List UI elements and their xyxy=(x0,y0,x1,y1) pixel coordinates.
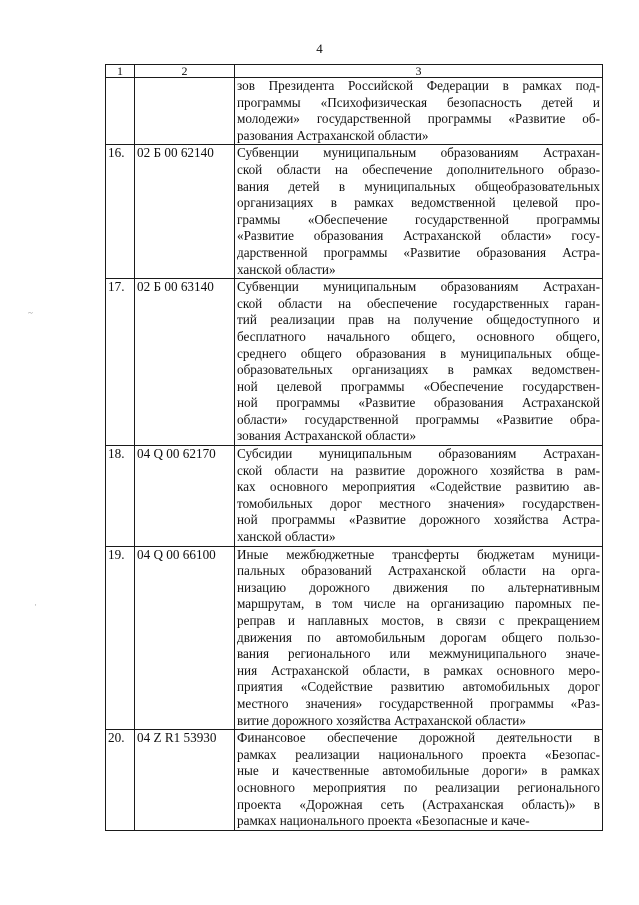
text-line: маршрутам, в том числе на организацию паромных пе- xyxy=(237,596,600,612)
description-cell xyxy=(235,730,603,831)
text-line: разования Астраханской области» xyxy=(237,127,429,143)
text-line: организациях в рамках ведомственной целевой про- xyxy=(237,195,600,211)
text-line: Субсидии муниципальным образованиям Астрахан- xyxy=(237,446,600,462)
table-row xyxy=(106,446,603,547)
text-line: вания детей в муниципальных общеобразовательных xyxy=(237,178,600,194)
text-line: среднего общего образования в муниципальных обще- xyxy=(237,345,600,361)
text-line: области» государственной программы «Развитие обра- xyxy=(237,411,600,427)
text-line: ной программы «Развитие дорожного хозяйства Астра- xyxy=(237,512,600,528)
text-line: Субвенции муниципальным образованиям Астрахан- xyxy=(237,145,600,161)
text-line: рамках реализации национального проекта «Безопас- xyxy=(237,746,600,762)
description-cell xyxy=(235,78,603,145)
text-line: ной целевой программы «Обеспечение государствен- xyxy=(237,378,600,394)
table-row-continuation xyxy=(106,78,603,145)
description-cell xyxy=(235,145,603,279)
code-cell: 04 Z R1 53930 xyxy=(135,730,235,831)
row-number-cell xyxy=(106,78,135,145)
text-line: ках основного мероприятия «Содействие развитию ав- xyxy=(237,479,600,495)
column-header: 1 xyxy=(106,65,135,78)
text-line: пальных образований Астраханской области на орга- xyxy=(237,563,600,579)
scan-mark: ~ xyxy=(28,308,33,318)
row-number-cell: 16. xyxy=(106,145,135,279)
code-cell: 02 Б 00 62140 xyxy=(135,145,235,279)
text-line: низацию дорожного движения по альтернативным xyxy=(237,579,600,595)
text-line: ской области на обеспечение государственных гаран- xyxy=(237,295,600,311)
text-line: реправ и наплавных мостов, в связи с прекращением xyxy=(237,613,600,628)
text-line: приятия «Содействие развитию автомобильных дорог xyxy=(237,679,600,695)
column-header: 2 xyxy=(135,65,235,78)
text-line: ной программы «Развитие образования Астраханской xyxy=(237,395,600,411)
table-row xyxy=(106,279,603,446)
code-cell: 04 Q 00 66100 xyxy=(135,546,235,730)
text-line: зов Президента Российской Федерации в рамках под- xyxy=(237,78,600,93)
text-line: тий реализации прав на получение общедоступного и xyxy=(237,312,600,328)
row-number-cell: 18. xyxy=(106,446,135,547)
text-line: ской области на развитие дорожного хозяйства в рам- xyxy=(237,462,600,478)
text-line: образовательных организациях в рамках ведомствен- xyxy=(237,362,600,378)
text-line: вания регионального или межмуниципального значе- xyxy=(237,646,600,662)
text-line: ской области на обеспечение дополнительного образо- xyxy=(237,161,600,177)
page-number: 4 xyxy=(316,41,323,56)
text-line: ные и качественные автомобильные дороги» в рамках xyxy=(237,763,600,779)
text-line: программы «Психофизическая безопасность детей и xyxy=(237,94,600,110)
text-line: проекта «Дорожная сеть (Астраханская область)» в xyxy=(237,796,600,812)
code-cell: 04 Q 00 62170 xyxy=(135,446,235,547)
text-line: основного мероприятия по реализации регионального xyxy=(237,779,600,795)
table-row xyxy=(106,730,603,831)
text-line: бесплатного начального общего, основного общего, xyxy=(237,328,600,344)
text-line: ния Астраханской области, в рамках основного меро- xyxy=(237,662,600,678)
text-line: Субвенции муниципальным образованиям Астрахан- xyxy=(237,279,600,295)
text-line: Финансовое обеспечение дорожной деятельности в xyxy=(237,730,600,746)
code-cell xyxy=(135,78,235,145)
text-line: граммы «Обеспечение государственной программы xyxy=(237,211,600,227)
description-cell xyxy=(235,279,603,446)
row-number-cell: 20. xyxy=(106,730,135,831)
table-header-row xyxy=(106,65,603,78)
table-row xyxy=(106,546,603,730)
text-line: движения по автомобильным дорогам общего пользо- xyxy=(237,629,600,645)
scan-mark: · xyxy=(34,600,37,610)
code-cell: 02 Б 00 63140 xyxy=(135,279,235,446)
text-line: молодежи» государственной программы «Развитие об- xyxy=(237,111,600,127)
text-line: местного значения» государственной программы «Раз- xyxy=(237,695,600,711)
text-line: «Развитие образования Астраханской области» госу- xyxy=(237,228,600,244)
text-line: ханской области» xyxy=(237,261,336,277)
text-line: Иные межбюджетные трансферты бюджетам муници- xyxy=(237,546,600,562)
table-row xyxy=(106,145,603,279)
row-number-cell: 17. xyxy=(106,279,135,446)
budget-codes-table xyxy=(105,64,603,831)
text-line: витие дорожного хозяйства Астраханской области» xyxy=(237,712,526,728)
column-header: 3 xyxy=(235,65,603,78)
text-line: ханской области» xyxy=(237,529,336,545)
text-line: зования Астраханской области» xyxy=(237,428,417,444)
description-cell xyxy=(235,546,603,730)
description-cell xyxy=(235,446,603,547)
text-line: рамках национального проекта «Безопасные и каче- xyxy=(237,813,530,829)
text-line: дарственной программы «Развитие образования Астра- xyxy=(237,244,600,260)
row-number-cell: 19. xyxy=(106,546,135,730)
text-line: томобильных дорог местного значения» государствен- xyxy=(237,495,600,511)
